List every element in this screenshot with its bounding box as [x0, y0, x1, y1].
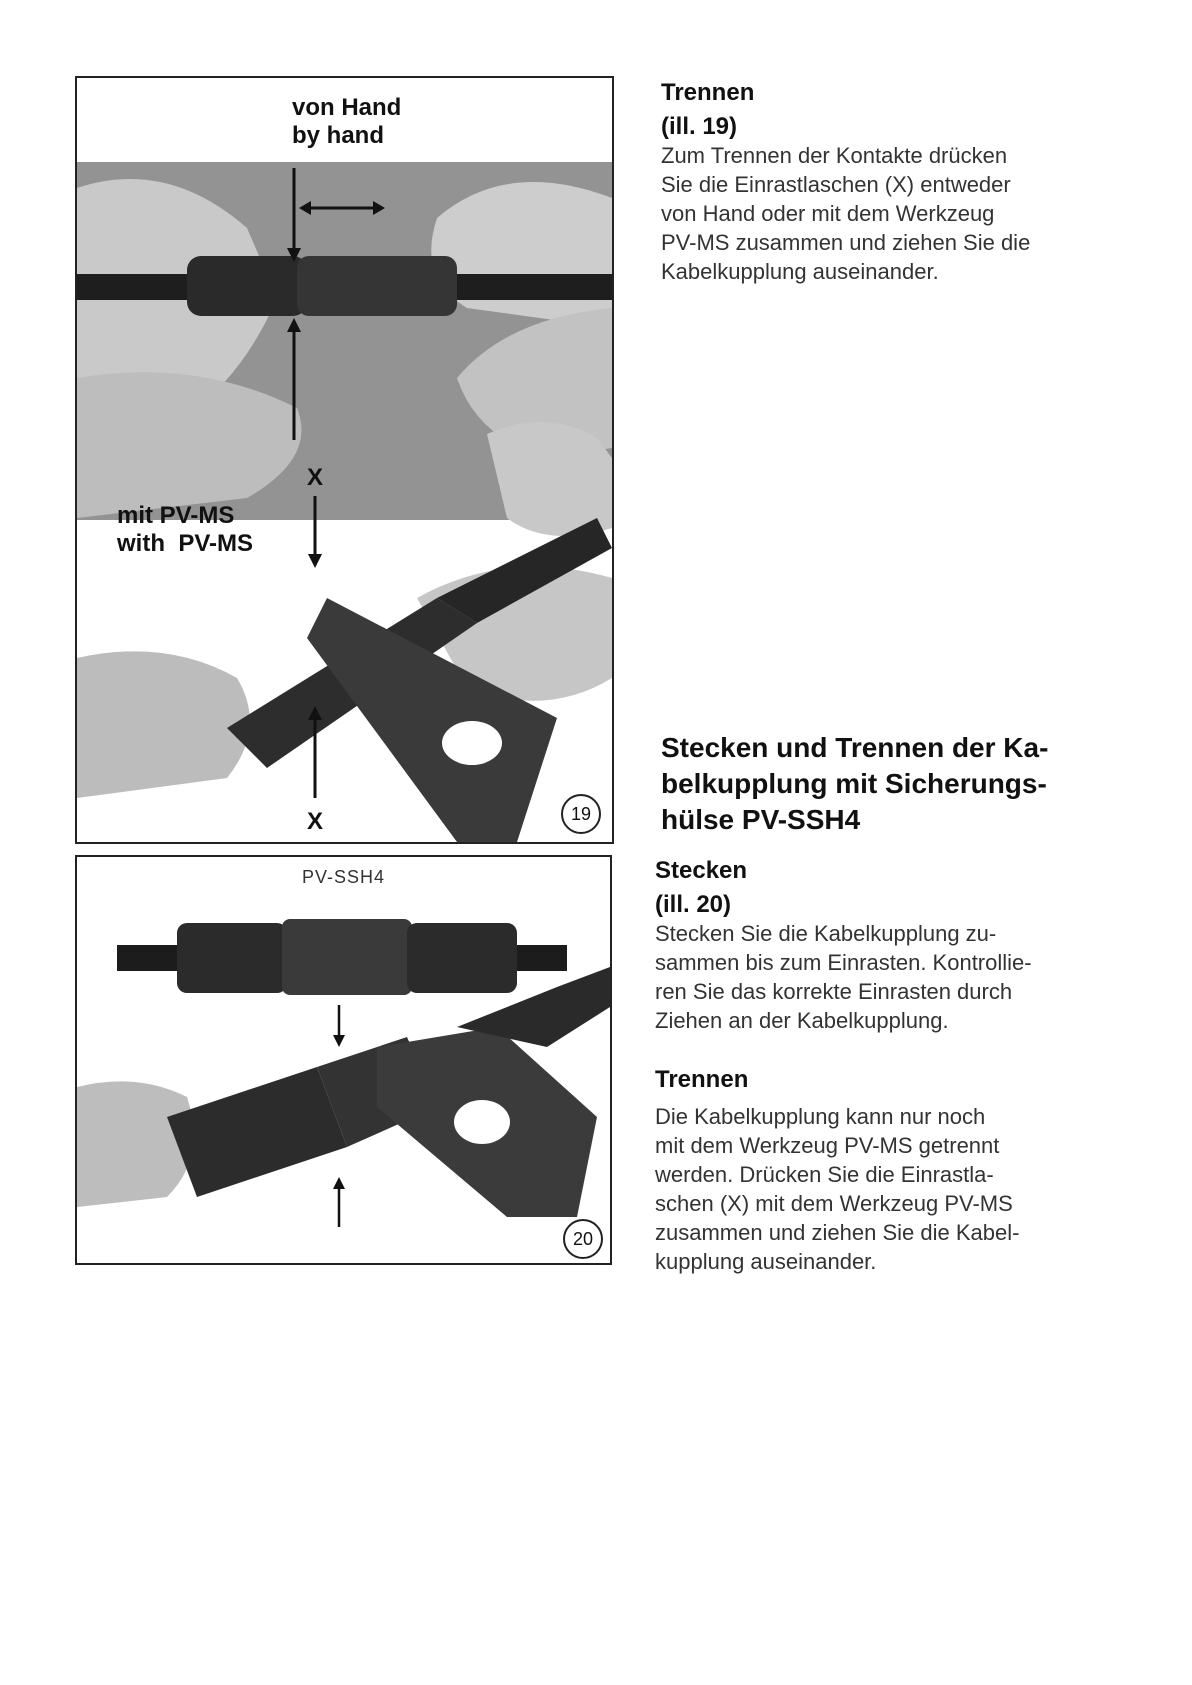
illustration-ref: (ill. 19) — [661, 113, 738, 140]
heading-line: hülse PV-SSH4 — [661, 804, 861, 835]
x-marker-top: X — [307, 464, 324, 491]
figure-number-badge: 19 — [561, 794, 601, 834]
paragraph-line: Sie die Einrastlaschen (X) entweder — [661, 172, 1011, 197]
label-by-hand: by hand — [292, 122, 385, 149]
paragraph-line: zusammen und ziehen Sie die Kabel- — [655, 1220, 1020, 1245]
label-von-hand: von Hand — [292, 94, 402, 121]
paragraph-line: Die Kabelkupplung kann nur noch — [655, 1104, 986, 1129]
paragraph-line: Kabelkupplung auseinander. — [661, 259, 939, 284]
x-marker-bottom: X — [307, 808, 324, 835]
figure-19-photo — [77, 78, 612, 842]
section-title: Trennen — [661, 79, 755, 106]
paragraph-line: von Hand oder mit dem Werkzeug — [661, 201, 995, 226]
heading-line: Stecken und Trennen der Ka- — [661, 732, 1049, 763]
heading-line: belkupplung mit Sicherungs- — [661, 768, 1047, 799]
section-stecken — [655, 856, 1115, 1035]
paragraph-line: kupplung auseinander. — [655, 1249, 877, 1274]
figure-20 — [75, 855, 612, 1265]
figure-20-caption: PV-SSH4 — [302, 867, 386, 887]
label-mit-pv-ms: mit PV-MS — [117, 502, 235, 529]
section-heading — [661, 730, 1141, 838]
section-title: Trennen — [655, 1066, 749, 1093]
paragraph-line: mit dem Werkzeug PV-MS getrennt — [655, 1133, 1000, 1158]
paragraph-line: PV-MS zusammen und ziehen Sie die — [661, 230, 1031, 255]
figure-19 — [75, 76, 614, 844]
paragraph-line: Zum Trennen der Kontakte drücken — [661, 143, 1008, 168]
section-title: Stecken — [655, 857, 748, 884]
paragraph-line: sammen bis zum Einrasten. Kontrollie- — [655, 950, 1032, 975]
figure-number-badge: 20 — [563, 1219, 603, 1259]
paragraph-line: werden. Drücken Sie die Einrastla- — [655, 1162, 994, 1187]
paragraph-line: ren Sie das korrekte Einrasten durch — [655, 979, 1013, 1004]
paragraph-line: Ziehen an der Kabelkupplung. — [655, 1008, 949, 1033]
section-trennen-ssh4 — [655, 1065, 1115, 1276]
figure-20-photo — [77, 857, 610, 1263]
section-trennen — [661, 78, 1121, 286]
paragraph-line: Stecken Sie die Kabelkupplung zu- — [655, 921, 997, 946]
label-with-pv-ms: with PV-MS — [117, 530, 254, 557]
illustration-ref: (ill. 20) — [655, 891, 732, 918]
paragraph-line: schen (X) mit dem Werkzeug PV-MS — [655, 1191, 1013, 1216]
